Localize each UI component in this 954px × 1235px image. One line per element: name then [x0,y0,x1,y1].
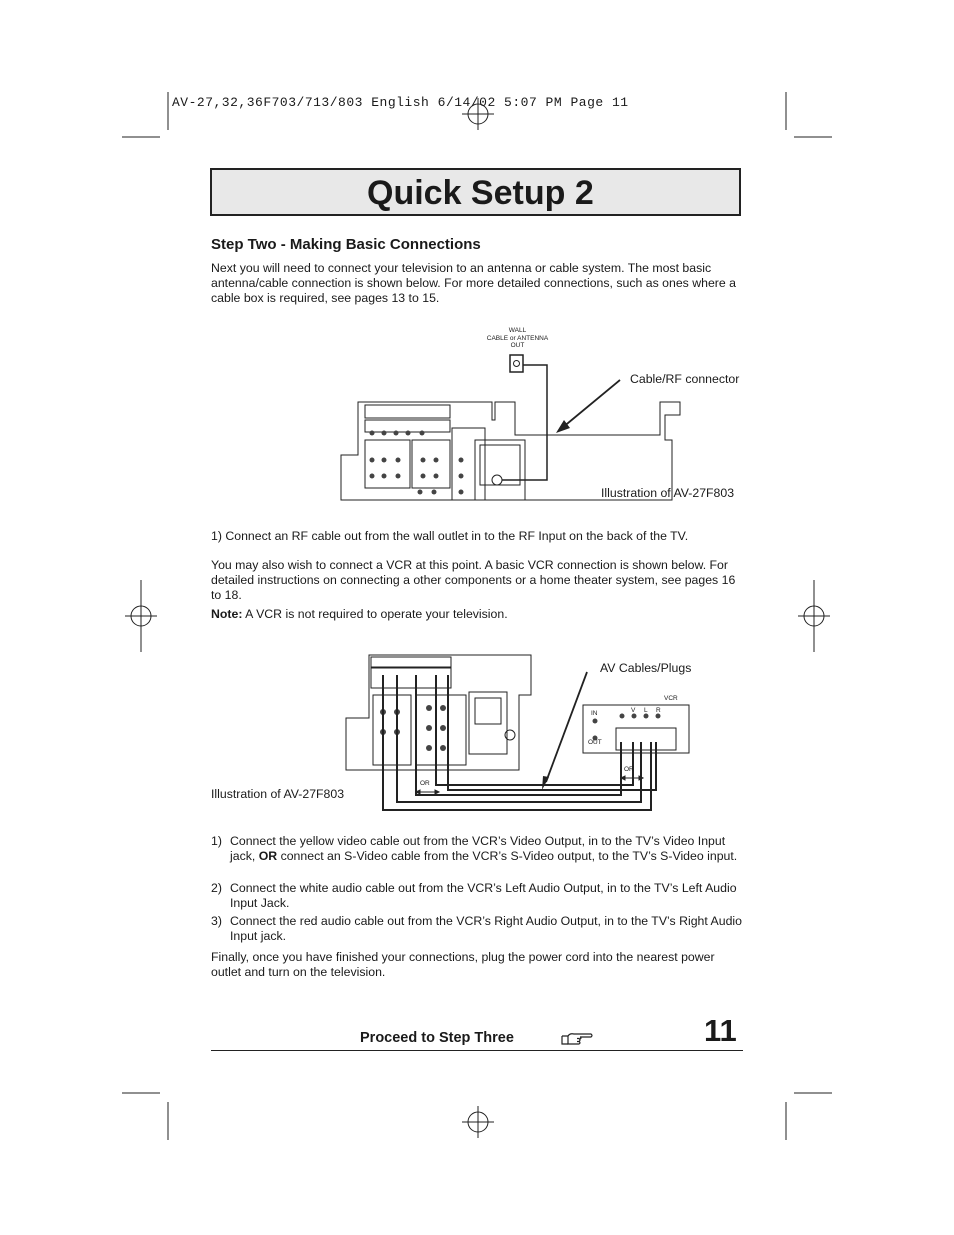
vcr-label: VCR [664,695,678,702]
step-number: 2) [211,881,222,895]
proceed-label: Proceed to Step Three [360,1030,514,1046]
final-paragraph: Finally, once you have finished your connections, plug the power cord into the nearest power outlet and turn on the television. [211,950,715,979]
step-number: 3) [211,914,222,928]
footer-rule [211,1050,743,1051]
step-text: Connect the red audio cable out from the VCR’s Right Audio Output, in to the TV’s Right Audio Input jack. [230,914,742,943]
intro-paragraph: Next you will need to connect your television to an antenna or cable system. The most basic antenna/cable connection is shown below. For more detailed connections, such as ones where a cable box is required, see pages 13 to 15. [211,261,736,305]
or-left-label: OR [420,780,430,787]
wall-label-line1: WALL [508,327,527,334]
note-label: Note: [211,607,243,621]
figure-vcr-connection [211,650,751,820]
vcr-v-label: V [631,707,636,714]
page-title: Quick Setup 2 [367,174,594,212]
vcr-step-1 [211,834,743,863]
wall-label-line3: OUT [510,342,525,349]
pointing-hand-icon [560,1031,594,1047]
or-right-label: OR [624,766,634,773]
vcr-step-2 [211,881,743,910]
vcr-step-3 [211,914,743,943]
step1-antenna-text: 1) Connect an RF cable out from the wall outlet in to the RF Input on the back of the TV. [211,529,689,543]
step-text: Connect the yellow video cable out from the VCR’s Video Output, in to the TV’s Video Input jack, [230,834,726,863]
vcr-in-label: IN [591,710,598,717]
vcr-r-label: R [656,707,661,714]
note-text: A VCR is not required to operate your television. [242,607,508,621]
vcr-paragraph: You may also wish to connect a VCR at this point. A basic VCR connection is shown below. For detailed instructions on connecting a other components or a home theater system, see pages 16 to 18. [211,558,736,602]
page-number: 11 [704,1013,737,1048]
step-text-continued: connect an S-Video cable from the VCR’s S-Video output, to the TV’s S-Video input. [277,848,738,863]
step-number: 1) [211,834,222,848]
figure2-caption: Illustration of AV-27F803 [211,787,345,801]
step-text: Connect the white audio cable out from the VCR’s Left Audio Output, in to the TV’s Left Audio Input Jack. [230,881,737,910]
av-cables-callout: AV Cables/Plugs [600,661,692,675]
figure-antenna-connection [330,320,750,520]
step-bold-text: OR [258,848,278,863]
figure1-caption: Illustration of AV-27F803 [601,486,735,500]
vcr-out-label: OUT [588,739,602,746]
vcr-l-label: L [644,707,648,714]
note-line [211,607,743,622]
print-header: AV-27,32,36F703/713/803 English 6/14/02 5:07 PM Page 11 [172,95,629,110]
cable-rf-callout: Cable/RF connector [630,372,740,386]
section-heading: Step Two - Making Basic Connections [211,236,481,253]
title-box [210,168,741,216]
wall-label-line2: CABLE or ANTENNA [486,334,549,342]
